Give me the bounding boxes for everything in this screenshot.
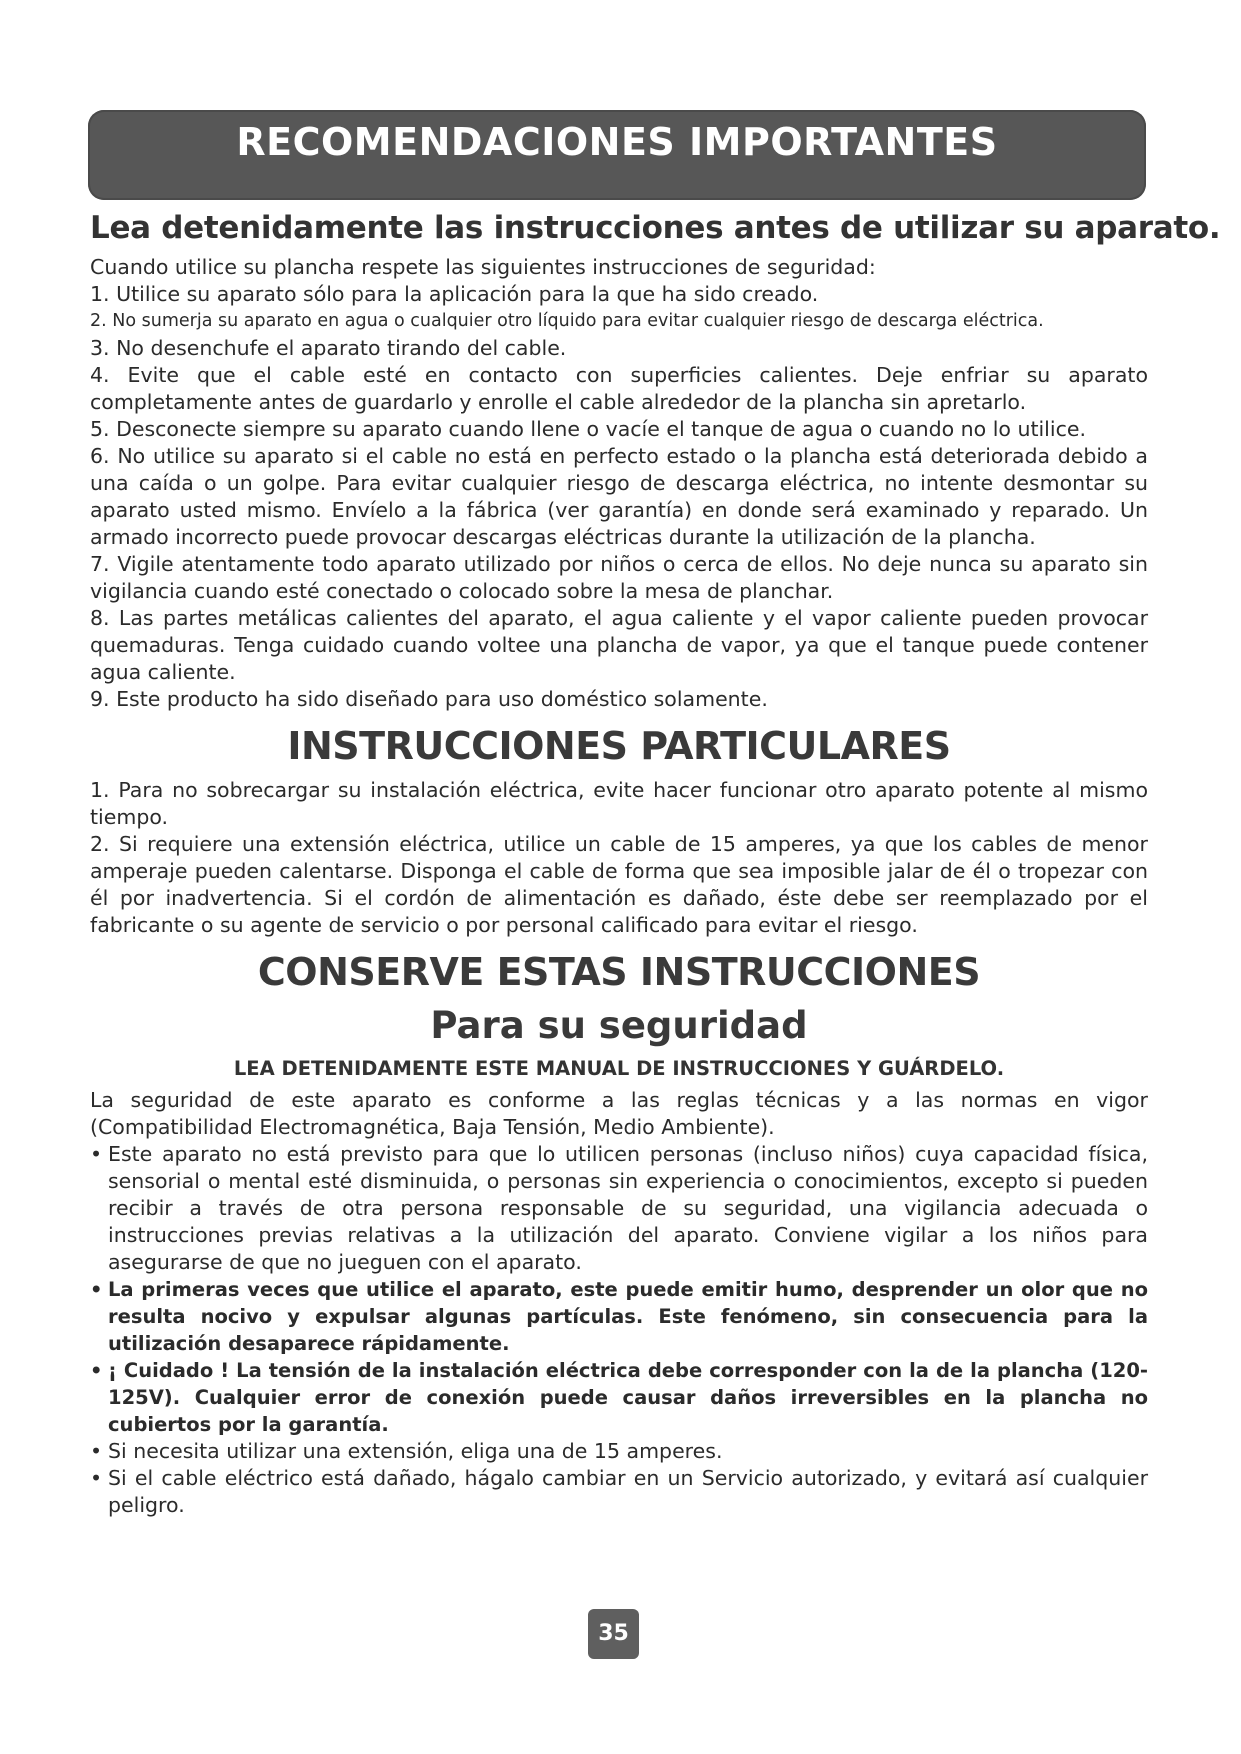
safety-item-3: 3. No desenchufe el aparato tirando del cable. <box>90 336 567 360</box>
safety-item-4: 4. Evite que el cable esté en contacto con superficies calientes. Deje enfriar su aparato completamente antes de guardarlo y enrolle el cable alrededor de la plancha sin apretarlo. <box>90 363 1148 414</box>
conformity-text: La seguridad de este aparato es conforme a las reglas técnicas y a las normas en vigor (Compatibilidad Electromagnética, Baja Tensión, Medio Ambiente). <box>90 1088 1148 1139</box>
bullet-item-bold: • La primeras veces que utilice el aparato, este puede emitir humo, desprender un olor que no resulta nocivo y expulsar algunas partículas. Este fenómeno, sin consecuencia para la utilización desaparece rápidamente. <box>90 1276 1148 1357</box>
bullet-item-bold: • ¡ Cuidado ! La tensión de la instalación eléctrica debe corresponder con la de la plancha (120-125V). Cualquier error de conexión puede causar daños irreversibles en la plancha no cubiertos por la garantía. <box>90 1357 1148 1438</box>
safety-item-1: 1. Utilice su aparato sólo para la aplicación para la que ha sido creado. <box>90 282 819 306</box>
safety-item-6: 6. No utilice su aparato si el cable no está en perfecto estado o la plancha está deteriorada debido a una caída o un golpe. Para evitar cualquier riesgo de descarga eléctrica, no intente desmontar su aparato usted mismo. Envíelo a la fábrica (ver garantía) en donde será examinado y reparado. Un armado incorrecto puede provocar descargas eléctricas durante la utilización de la plancha. <box>90 444 1148 549</box>
particular-heading: INSTRUCCIONES PARTICULARES <box>287 724 951 768</box>
bullet-item: • Si el cable eléctrico está dañado, hágalo cambiar en un Servicio autorizado, y evitará así cualquier peligro. <box>90 1465 1148 1519</box>
conserve-heading: CONSERVE ESTAS INSTRUCCIONES <box>257 950 981 994</box>
intro-text: Cuando utilice su plancha respete las siguientes instrucciones de seguridad: <box>90 255 876 279</box>
bullet-item: • Si necesita utilizar una extensión, eliga una de 15 amperes. <box>90 1438 1148 1465</box>
bullet-item: • Este aparato no está previsto para que lo utilicen personas (incluso niños) cuya capacidad física, sensorial o mental esté disminuida, o personas sin experiencia o conocimientos, excepto si pueden recibir a través de otra persona responsable de su seguridad, una vigilancia adecuada o instrucciones previas relativas a la utilización del aparato. Conviene vigilar a los niños para asegurarse de que no jueguen con el aparato. <box>90 1141 1148 1276</box>
conserve-subheading: Para su seguridad <box>430 1004 808 1047</box>
safety-item-5: 5. Desconecte siempre su aparato cuando llene o vacíe el tanque de agua o cuando no lo utilice. <box>90 417 1086 441</box>
lead-heading: Lea detenidamente las instrucciones antes de utilizar su aparato. <box>90 210 1221 246</box>
safety-item-8: 8. Las partes metálicas calientes del aparato, el agua caliente y el vapor caliente pueden provocar quemaduras. Tenga cuidado cuando voltee una plancha de vapor, ya que el tanque puede contener agua caliente. <box>90 606 1148 684</box>
particular-item-2: 2. Si requiere una extensión eléctrica, utilice un cable de 15 amperes, ya que los cables de menor amperaje pueden calentarse. Disponga el cable de forma que sea imposible jalar de él o tropezar con él por inadvertencia. Si el cordón de alimentación es dañado, éste debe ser reemplazado por el fabricante o su agente de servicio o por personal calificado para evitar el riesgo. <box>90 832 1148 937</box>
safety-bullet-list <box>90 1141 1148 1519</box>
safety-item-7: 7. Vigile atentamente todo aparato utilizado por niños o cerca de ellos. No deje nunca su aparato sin vigilancia cuando esté conectado o colocado sobre la mesa de planchar. <box>90 552 1148 603</box>
page-number: 35 <box>588 1609 639 1659</box>
safety-item-2: 2. No sumerja su aparato en agua o cualquier otro líquido para evitar cualquier riesgo de descarga eléctrica. <box>90 311 1044 331</box>
manual-notice: LEA DETENIDAMENTE ESTE MANUAL DE INSTRUCCIONES Y GUÁRDELO. <box>233 1057 1005 1080</box>
particular-item-1: 1. Para no sobrecargar su instalación eléctrica, evite hacer funcionar otro aparato potente al mismo tiempo. <box>90 778 1148 829</box>
page-content <box>90 208 1221 1519</box>
section-banner: RECOMENDACIONES IMPORTANTES <box>88 110 1146 200</box>
safety-item-9: 9. Este producto ha sido diseñado para uso doméstico solamente. <box>90 687 768 711</box>
